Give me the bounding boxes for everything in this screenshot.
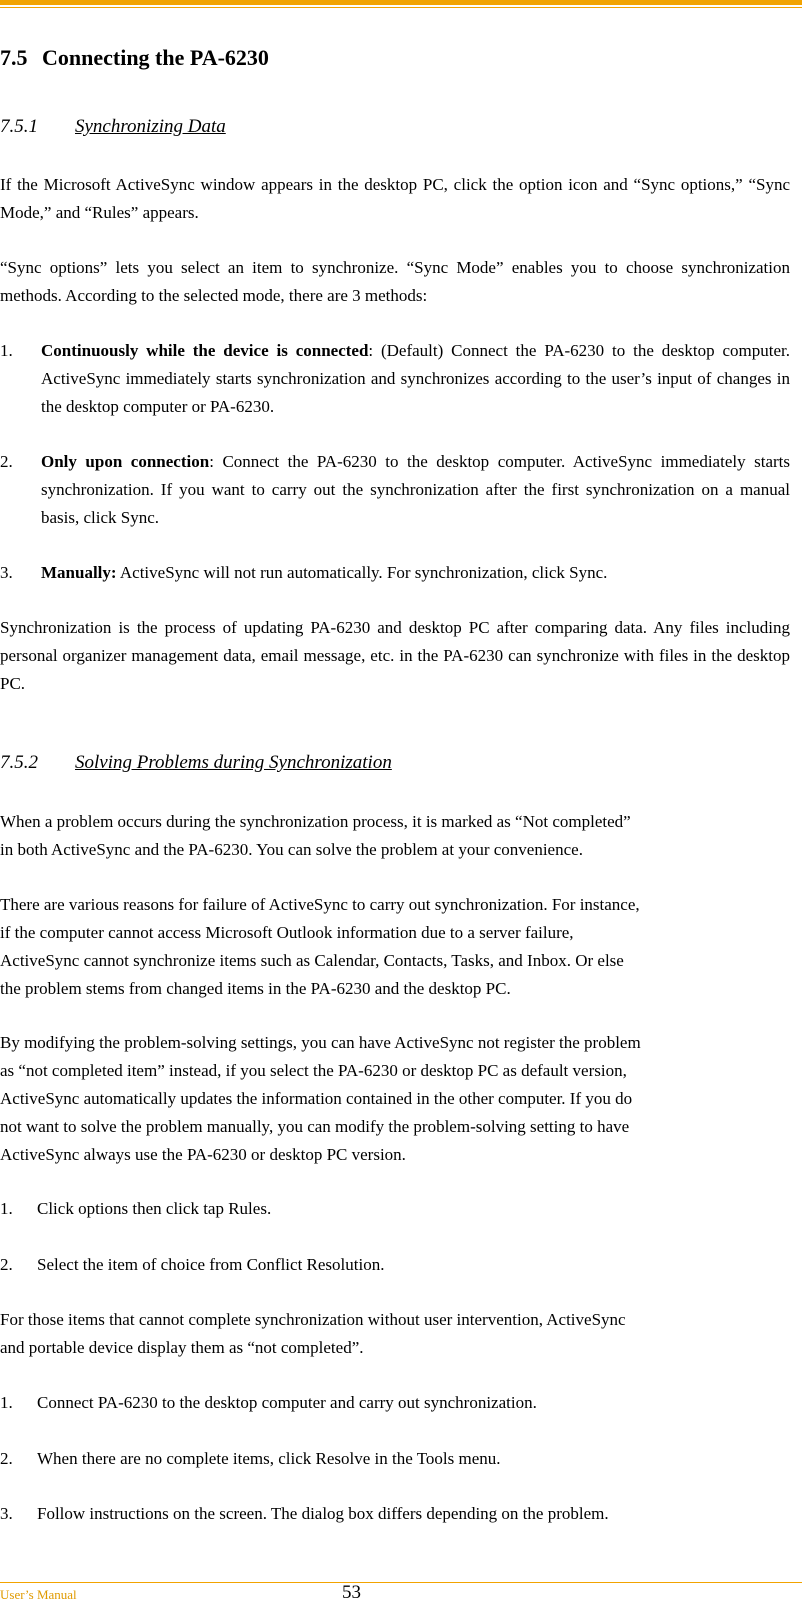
subsection-number: 7.5.2 bbox=[0, 752, 38, 773]
paragraph-failure-reasons bbox=[0, 891, 790, 1003]
list-item-method-3 bbox=[0, 559, 790, 587]
text-line: ActiveSync automatically updates the information contained in the other computer. If you do bbox=[0, 1089, 633, 1108]
step-number: 3. bbox=[0, 1504, 13, 1523]
subsection-title: Solving Problems during Synchronization bbox=[75, 752, 392, 773]
list-number: 1. bbox=[0, 341, 13, 360]
step-number: 1. bbox=[0, 1393, 13, 1412]
method-description: : Connect the PA-6230 to the desktop computer. ActiveSync immediately starts synchronization. If you want to carry out the synchronization after the first synchronization on a manual basis, click Sync. bbox=[41, 452, 790, 527]
step-number: 1. bbox=[0, 1199, 13, 1218]
step-text: Follow instructions on the screen. The dialog box differs depending on the problem. bbox=[37, 1504, 609, 1523]
subsection-heading-problems bbox=[0, 752, 392, 774]
list-item-method-1 bbox=[0, 337, 790, 421]
paragraph-intro: If the Microsoft ActiveSync window appears in the desktop PC, click the option icon and “Sync options,” “Sync Mode,” and “Rules” appears. bbox=[0, 175, 790, 222]
method-name: Continuously while the device is connected bbox=[41, 341, 369, 360]
header-rule-thin bbox=[0, 7, 802, 8]
list-number: 2. bbox=[0, 452, 13, 471]
page-number: 53 bbox=[342, 1582, 361, 1603]
step-number: 2. bbox=[0, 1255, 13, 1274]
text-line: the problem stems from changed items in the PA-6230 and the desktop PC. bbox=[0, 979, 511, 998]
text-line: in both ActiveSync and the PA-6230. You can solve the problem at your convenience. bbox=[0, 840, 583, 859]
list-number: 3. bbox=[0, 563, 13, 582]
subsection-title: Synchronizing Data bbox=[75, 116, 226, 137]
text-line: as “not completed item” instead, if you select the PA-6230 or desktop PC as default version, bbox=[0, 1061, 627, 1080]
paragraph-not-completed bbox=[0, 1306, 790, 1362]
step-item bbox=[0, 1445, 790, 1473]
text-line: and portable device display them as “not completed”. bbox=[0, 1338, 364, 1357]
text-line: By modifying the problem-solving settings, you can have ActiveSync not register the problem bbox=[0, 1033, 641, 1052]
step-text: Click options then click tap Rules. bbox=[37, 1199, 272, 1218]
step-item bbox=[0, 1251, 790, 1279]
step-number: 2. bbox=[0, 1449, 13, 1468]
list-item-method-2 bbox=[0, 448, 790, 532]
footer-rule bbox=[0, 1582, 802, 1583]
step-text: Select the item of choice from Conflict Resolution. bbox=[37, 1255, 385, 1274]
subsection-number: 7.5.1 bbox=[0, 116, 38, 137]
section-heading bbox=[0, 45, 269, 71]
step-item bbox=[0, 1389, 790, 1417]
method-description: ActiveSync will not run automatically. For synchronization, click Sync. bbox=[116, 563, 608, 582]
step-text: When there are no complete items, click Resolve in the Tools menu. bbox=[37, 1449, 501, 1468]
text-line: For those items that cannot complete synchronization without user intervention, ActiveSync bbox=[0, 1310, 626, 1329]
method-name: Manually: bbox=[41, 563, 117, 582]
text-line: if the computer cannot access Microsoft Outlook information due to a server failure, bbox=[0, 923, 574, 942]
method-name: Only upon connection bbox=[41, 452, 210, 471]
section-title: Connecting the PA-6230 bbox=[42, 45, 269, 70]
paragraph-sync-options: “Sync options” lets you select an item to synchronize. “Sync Mode” enables you to choose synchronization methods. According to the selected mode, there are 3 methods: bbox=[0, 258, 790, 305]
text-line: not want to solve the problem manually, you can modify the problem-solving setting to have bbox=[0, 1117, 630, 1136]
text-line: When a problem occurs during the synchronization process, it is marked as “Not completed” bbox=[0, 812, 631, 831]
text-line: ActiveSync always use the PA-6230 or desktop PC version. bbox=[0, 1145, 406, 1164]
header-rule-thick bbox=[0, 0, 802, 5]
paragraph-problem-marked bbox=[0, 808, 790, 864]
paragraph-sync-definition: Synchronization is the process of updating PA-6230 and desktop PC after comparing data. Any files including personal organizer management data, email message, etc. in the PA-6230 can synchronize with files in the desktop PC. bbox=[0, 618, 790, 693]
footer-label: User’s Manual bbox=[0, 1587, 77, 1602]
paragraph-problem-settings bbox=[0, 1029, 790, 1169]
subsection-heading-sync bbox=[0, 116, 226, 138]
method-description: : (Default) Connect the PA-6230 to the desktop computer. ActiveSync immediately starts synchronization and synchronizes according to the user’s input of changes in the desktop computer or PA-6230. bbox=[41, 341, 790, 416]
step-text: Connect PA-6230 to the desktop computer and carry out synchronization. bbox=[37, 1393, 537, 1412]
text-line: There are various reasons for failure of ActiveSync to carry out synchronization. For instance, bbox=[0, 895, 640, 914]
step-item bbox=[0, 1500, 790, 1528]
step-item bbox=[0, 1195, 790, 1223]
section-number: 7.5 bbox=[0, 45, 28, 70]
text-line: ActiveSync cannot synchronize items such as Calendar, Contacts, Tasks, and Inbox. Or else bbox=[0, 951, 624, 970]
